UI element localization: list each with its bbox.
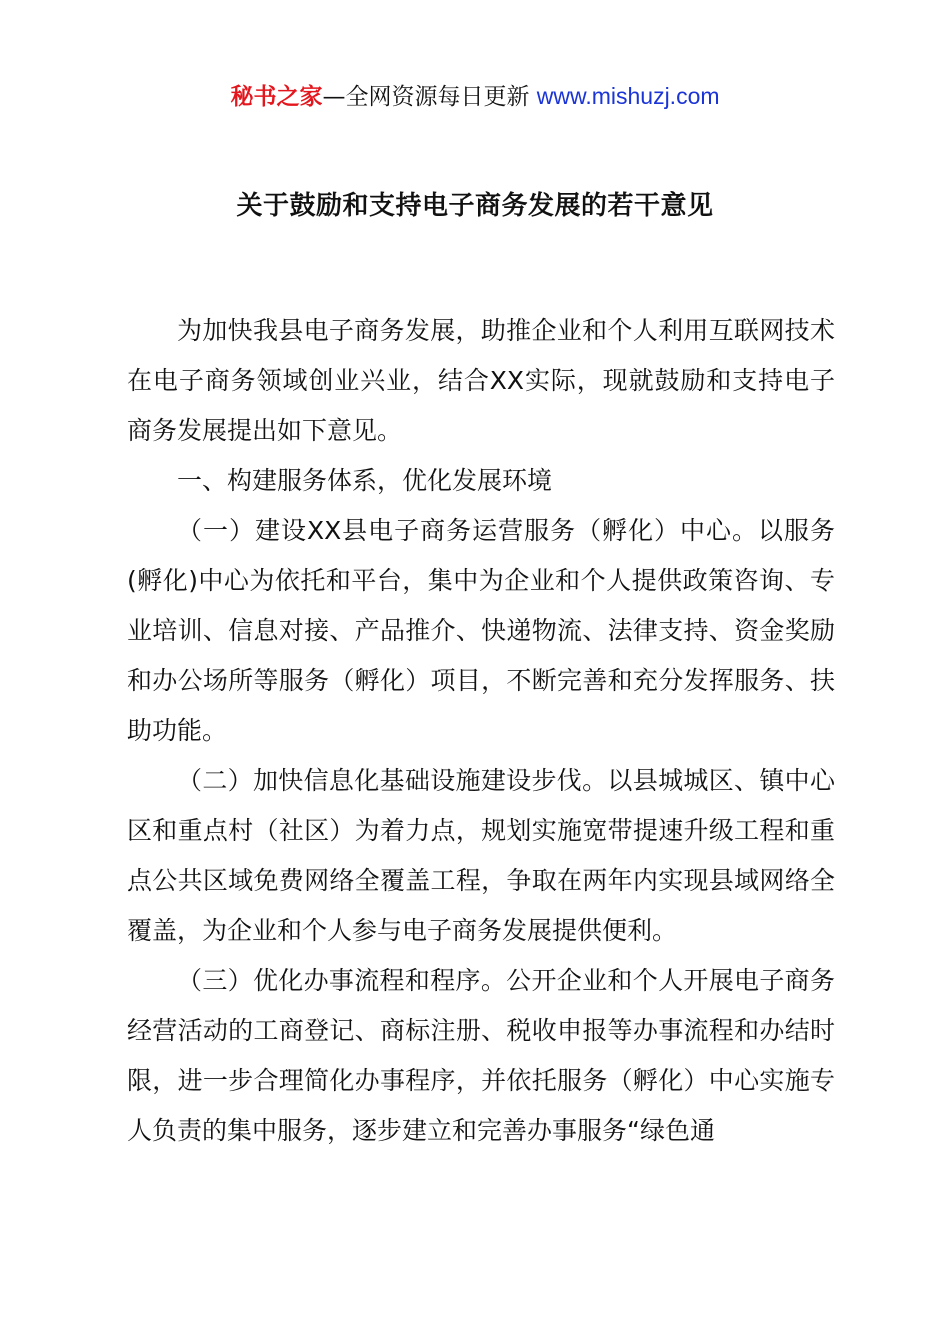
paragraph-item-1: （一）建设XX县电子商务运营服务（孵化）中心。以服务(孵化)中心为依托和平台，集中为企业和个人提供政策咨询、专业培训、信息对接、产品推介、快递物流、法律支持、资金奖励和办公场所等服务（孵化）项目，不断完善和充分发挥服务、扶助功能。 [127, 516, 835, 745]
section-heading-1: 一、构建服务体系，优化发展环境 [177, 466, 553, 495]
paragraph-item-3: （三）优化办事流程和程序。公开企业和个人开展电子商务经营活动的工商登记、商标注册、税收申报等办事流程和办结时限，进一步合理简化办事程序，并依托服务（孵化）中心实施专人负责的集中服务，逐步建立和完善办事服务“绿色通 [127, 966, 835, 1145]
document-body [127, 306, 835, 1156]
paragraph-item-2: （二）加快信息化基础设施建设步伐。以县城城区、镇中心区和重点村（社区）为着力点，规划实施宽带提速升级工程和重点公共区域免费网络全覆盖工程，争取在两年内实现县域网络全覆盖，为企业和个人参与电子商务发展提供便利。 [127, 766, 835, 945]
site-banner [0, 80, 950, 113]
banner-tagline: —全网资源每日更新 [322, 84, 537, 110]
document-title: 关于鼓励和支持电子商务发展的若干意见 [236, 191, 714, 221]
paragraph-intro: 为加快我县电子商务发展，助推企业和个人利用互联网技术在电子商务领域创业兴业，结合XX实际，现就鼓励和支持电子商务发展提出如下意见。 [127, 316, 835, 445]
brand-name: 秘书之家 [230, 84, 323, 110]
site-url[interactable]: www.mishuzj.com [536, 83, 720, 109]
